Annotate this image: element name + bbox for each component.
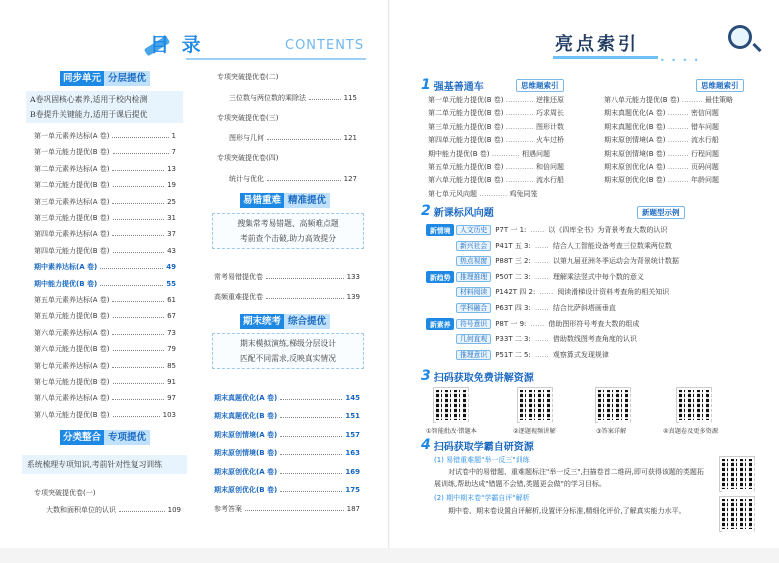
q2-row[interactable] <box>456 286 669 297</box>
title-underline <box>186 58 366 60</box>
q1-topic: 流水行船 <box>690 136 719 145</box>
toc-page: 169 <box>345 467 360 476</box>
q1-topic: 火车过桥 <box>535 136 564 145</box>
qr-caption: ①智能批改·错题本 <box>426 428 477 435</box>
toc-label: 期末真题优化(A 卷) <box>214 394 278 402</box>
q1-topic: 流水行船 <box>535 176 564 185</box>
toc-label: 期末原创优化(A 卷) <box>214 467 278 476</box>
toc-page: 79 <box>167 345 176 354</box>
qr-code-6[interactable] <box>720 497 754 531</box>
q2-desc: 理解乘法竖式中每个数的意义 <box>552 272 644 281</box>
leader-dots <box>280 396 342 400</box>
leader-dots <box>113 150 169 154</box>
q1-topic: 年龄问题 <box>690 176 719 185</box>
toc-label: 期中素养达标(A 卷) <box>34 263 98 272</box>
section-label-b: 分层提优 <box>104 71 150 86</box>
leader-dots: ……… <box>665 149 691 158</box>
leader-dots: …… <box>534 350 549 359</box>
leader-dots <box>267 136 341 140</box>
q1-row[interactable] <box>604 108 719 118</box>
q2-row[interactable] <box>456 318 639 329</box>
q1-label: 期末原创情境(A 卷) <box>604 136 666 145</box>
toc-row[interactable] <box>229 93 357 103</box>
q1-row[interactable] <box>428 95 564 105</box>
qr-caption: ②逐题视频讲解 <box>513 428 556 435</box>
section-note: 系统梳理专项知识,考前针对性复习训练 <box>22 455 187 474</box>
q3-title: 扫码获取免费讲解资源 <box>433 372 534 384</box>
q1-row[interactable] <box>604 149 719 159</box>
toc-row[interactable] <box>214 393 360 403</box>
leader-dots: ……… <box>679 96 705 104</box>
toc-row[interactable] <box>34 361 176 371</box>
section-note <box>212 333 364 369</box>
leader-dots: ……… <box>665 122 691 131</box>
toc-row[interactable] <box>229 174 357 184</box>
toc-label: 第三单元素养达标(A 卷) <box>34 197 110 206</box>
q2-tag: 学科融合 <box>456 303 491 313</box>
section-error-prone <box>240 193 330 208</box>
leader-dots <box>100 282 163 286</box>
q1-topic: 错车问题 <box>690 122 719 131</box>
q1-topic: 密信问题 <box>690 109 719 118</box>
toc-page: 13 <box>167 164 176 173</box>
leader-dots <box>112 364 164 368</box>
toc-row[interactable] <box>214 272 360 282</box>
qr-code-3[interactable] <box>596 388 630 422</box>
toc-row[interactable] <box>34 197 176 207</box>
leader-dots <box>113 413 160 417</box>
leader-dots: …… <box>534 335 549 344</box>
q2-row[interactable] <box>456 255 679 266</box>
special-heading[interactable]: 专项突破提优卷(四) <box>217 154 279 162</box>
q2-heading <box>421 203 494 219</box>
toc-page: 115 <box>343 94 357 102</box>
leader-dots <box>113 380 165 384</box>
toc-label: 第四单元素养达标(A 卷) <box>34 230 110 239</box>
q2-group-tag: 新素养 <box>426 318 454 330</box>
toc-row[interactable] <box>214 485 360 495</box>
leader-dots: …… <box>534 257 549 266</box>
toc-row[interactable] <box>34 328 176 338</box>
toc-page: 187 <box>346 505 360 513</box>
qr-code-2[interactable] <box>518 388 552 422</box>
magnifier-handle <box>752 43 761 52</box>
note-line: 匹配不同需求,反映真实情况 <box>239 354 337 363</box>
leader-dots: ……… <box>665 163 691 171</box>
q2-tag: 新题型示例 <box>637 206 685 219</box>
toc-page: 97 <box>167 394 176 403</box>
leader-dots: ………… <box>489 149 522 158</box>
q3-number: 3 <box>421 368 431 384</box>
q4-sub1: (1) 易错重难题"举一反三"训练 <box>434 456 530 464</box>
note-line: A卷巩固核心素养,适用于校内检测 <box>30 95 148 104</box>
leader-dots <box>119 508 165 512</box>
q2-group-tag: 新情境 <box>426 224 454 236</box>
toc-page: 157 <box>345 430 360 439</box>
q1-row[interactable] <box>428 162 564 172</box>
leader-dots <box>280 433 342 437</box>
toc-page: 139 <box>346 293 360 301</box>
toc-row[interactable] <box>34 279 176 289</box>
q4-para1: 对试卷中的易错题、重难题标注"举一反三",扫描卷首二维码,即可获得该题的类题拓展训练,帮助达成"错题不会错,类题更会做"的学习目标。 <box>434 468 704 488</box>
toc-page: 175 <box>345 486 360 494</box>
toc-label: 期末真题优化(B 卷) <box>214 412 278 421</box>
q1-topic: 逆推还原 <box>535 96 564 104</box>
toc-label: 参考答案 <box>214 505 242 513</box>
toc-page: 55 <box>166 279 176 288</box>
toc-page: 7 <box>171 148 176 157</box>
leader-dots: ………… <box>503 176 536 185</box>
leader-dots: …… <box>534 304 549 312</box>
toc-row[interactable] <box>34 262 176 272</box>
toc-label: 第五单元素养达标(A 卷) <box>34 296 110 304</box>
toc-page: 151 <box>345 412 360 421</box>
toc-page: 127 <box>343 175 357 183</box>
leader-dots <box>280 414 342 418</box>
q1-title: 强基善通车 <box>433 81 484 93</box>
q2-desc: 以《四库全书》为背景考查大数的认识 <box>548 226 668 234</box>
q1-topic: 巧求周长 <box>535 109 564 118</box>
toc-row[interactable] <box>34 147 176 157</box>
q1-topic: 相遇问题 <box>521 149 550 158</box>
toc-label: 高频重难提优卷 <box>214 293 263 301</box>
toc-label: 期末原创情境(A 卷) <box>214 430 278 439</box>
toc-row[interactable] <box>214 411 360 421</box>
q4-sub2: (2) 期中期末卷"学霸自评"解析 <box>434 494 530 502</box>
q2-title: 新课标风向题 <box>433 207 494 219</box>
toc-page: 103 <box>162 410 176 419</box>
leader-dots <box>113 249 165 253</box>
q2-number: 2 <box>421 203 431 219</box>
q4-number: 4 <box>421 437 431 453</box>
toc-row[interactable] <box>46 505 181 515</box>
q1-row[interactable] <box>604 175 719 185</box>
decor-dots: • • • • <box>660 56 701 65</box>
toc-label: 第一单元能力提优(B 卷) <box>34 148 110 157</box>
leader-dots <box>112 232 164 236</box>
toc-row[interactable] <box>34 180 176 190</box>
toc-label: 第六单元能力提优(B 卷) <box>34 345 110 354</box>
magnifier-icon <box>728 25 752 49</box>
note-line: 考前查个击破,助力高效提分 <box>239 234 337 243</box>
leader-dots: …… <box>534 272 549 281</box>
toc-page: 1 <box>171 132 176 140</box>
leader-dots: ……… <box>665 109 691 118</box>
qr-caption: ④真题卷及更多资源 <box>663 428 719 435</box>
highlights-title: 亮点索引 <box>555 34 639 55</box>
toc-row[interactable] <box>34 295 176 305</box>
toc-row[interactable] <box>34 311 176 321</box>
leader-dots: …… <box>534 241 549 250</box>
leader-dots: ………… <box>503 136 536 145</box>
q2-tag: 热点视窗 <box>456 256 491 266</box>
q4-para2: 期中卷、期末卷设置自评解析,设置评分标准,精细化评价,了解真实能力水平。 <box>448 507 686 515</box>
leader-dots: ………… <box>503 96 536 104</box>
section-label-a: 分类整合 <box>60 430 104 445</box>
q2-ref: P8T 一 9: <box>495 319 527 328</box>
q1-row[interactable] <box>428 135 564 145</box>
toc-page: 67 <box>167 312 176 321</box>
q1-row[interactable] <box>604 95 733 105</box>
toc-row[interactable] <box>34 393 176 403</box>
section-label-a: 期末统考 <box>240 314 284 329</box>
q2-ref: P142T 四 2: <box>495 288 536 297</box>
leader-dots: ………… <box>503 122 536 131</box>
leader-dots <box>113 347 165 351</box>
toc-row[interactable] <box>34 344 176 354</box>
q2-desc: 借助数线图考查角度的认识 <box>552 335 637 344</box>
q1-row[interactable] <box>428 175 564 185</box>
q2-ref: P7T 一 1: <box>495 226 527 234</box>
toc-label: 统计与优化 <box>229 175 264 183</box>
q1-topic: 图形计数 <box>535 122 564 131</box>
qr-code-4[interactable] <box>677 388 711 422</box>
book-spine <box>388 0 390 563</box>
leader-dots <box>100 265 163 269</box>
q1-row[interactable] <box>428 189 537 199</box>
toc-row[interactable] <box>34 377 176 387</box>
q1-label: 第五单元能力提优(B 卷) <box>428 163 504 171</box>
note-line: 搜集常考易错题、高频难点题 <box>237 219 339 228</box>
leader-dots <box>113 216 165 220</box>
toc-label: 常考易错提优卷 <box>214 273 263 281</box>
q1-number: 1 <box>421 77 431 93</box>
toc-label: 第八单元素养达标(A 卷) <box>34 394 110 403</box>
toc-label: 第三单元能力提优(B 卷) <box>34 214 110 222</box>
note-line: 期末模拟演练,梯级分层设计 <box>239 339 337 348</box>
leader-dots <box>245 507 344 511</box>
leader-dots: ……… <box>665 136 691 145</box>
section-label-b: 综合提优 <box>284 314 330 329</box>
toc-page: 19 <box>167 181 176 190</box>
section-label-a: 同步单元 <box>60 71 104 86</box>
toc-row[interactable] <box>34 213 176 223</box>
q1-topic: 和倍问题 <box>535 163 564 171</box>
q2-ref: P88T 三 2: <box>495 257 531 266</box>
toc-page: 145 <box>345 394 360 402</box>
toc-page: 31 <box>167 214 176 222</box>
toc-row[interactable] <box>34 246 176 256</box>
q1-row[interactable] <box>604 135 719 145</box>
leader-dots <box>267 177 341 181</box>
toc-row[interactable] <box>214 430 360 440</box>
q1-label: 第四单元能力提优(B 卷) <box>428 136 504 145</box>
title-underline <box>553 56 658 59</box>
q2-ref: P41T 五 3: <box>495 241 531 250</box>
qr-code-5[interactable] <box>720 457 754 491</box>
leader-dots <box>112 167 164 171</box>
q2-desc: 阅读滑梯设计资料考查角的相关知识 <box>557 288 670 297</box>
toc-row[interactable] <box>214 467 360 477</box>
section-finals <box>240 314 330 329</box>
q1-label: 第七单元风向题 <box>428 189 477 198</box>
leader-dots: ………… <box>503 109 536 118</box>
toc-page: 73 <box>167 328 176 337</box>
q2-tag: 人文历史 <box>456 225 491 235</box>
q2-desc: 借助图形符号考查大数的组成 <box>548 319 640 328</box>
q3-heading <box>421 368 534 384</box>
leader-dots <box>113 183 165 187</box>
toc-label: 第二单元能力提优(B 卷) <box>34 181 110 190</box>
toc-page: 163 <box>345 449 360 458</box>
special-heading[interactable]: 专项突破提优卷(三) <box>217 114 279 122</box>
q2-row[interactable] <box>456 349 609 360</box>
q1-topic: 鸡兔同笼 <box>509 189 538 198</box>
leader-dots: ………… <box>503 163 536 171</box>
q4-heading <box>421 437 534 453</box>
section-special <box>60 430 150 445</box>
section-label-b: 专项提优 <box>104 430 150 445</box>
q2-desc: 以第九届亚洲冬季运动会为背景统计数据 <box>552 257 679 266</box>
q2-row[interactable] <box>456 333 637 344</box>
q1-row[interactable] <box>428 108 564 118</box>
toc-row[interactable] <box>214 292 360 302</box>
leader-dots <box>113 314 165 318</box>
q1-row[interactable] <box>428 149 550 159</box>
leader-dots <box>280 470 342 474</box>
toc-page: 121 <box>343 134 357 142</box>
q2-ref: P51T 二 5: <box>495 350 531 359</box>
q1-label: 期末真题优化(B 卷) <box>604 122 666 131</box>
toc-label: 第七单元能力提优(B 卷) <box>34 378 110 386</box>
toc-label: 期末原创情境(B 卷) <box>214 449 278 458</box>
toc-title-en: CONTENTS <box>285 38 365 53</box>
q2-desc: 结合比萨斜塔画垂直 <box>552 304 616 312</box>
toc-row[interactable] <box>34 131 176 141</box>
q2-tag: 推理意识 <box>456 350 491 360</box>
q2-tag: 新兴社会 <box>456 241 491 251</box>
section-note <box>212 213 364 249</box>
toc-row[interactable] <box>229 133 357 143</box>
q1-row[interactable] <box>604 162 719 172</box>
section-sync-units <box>60 71 150 86</box>
q2-row[interactable] <box>456 302 616 313</box>
q2-ref: P50T 二 3: <box>495 272 531 281</box>
toc-page: 133 <box>346 273 360 281</box>
leader-dots: …… <box>530 226 545 234</box>
toc-label: 图形与几何 <box>229 134 264 142</box>
toc-title: 目 录 <box>150 34 204 56</box>
leader-dots: ………… <box>477 189 510 198</box>
toc-label: 第二单元素养达标(A 卷) <box>34 164 110 173</box>
q2-tag: 推理推理 <box>456 272 491 282</box>
toc-label: 第七单元素养达标(A 卷) <box>34 361 110 370</box>
q2-row[interactable] <box>456 240 672 251</box>
q1-label: 第一单元能力提优(B 卷) <box>428 96 504 104</box>
q1-label: 第三单元能力提优(B 卷) <box>428 122 504 131</box>
leader-dots <box>266 295 344 299</box>
q2-row[interactable] <box>456 224 667 235</box>
toc-page: 37 <box>167 230 176 239</box>
q1-label: 期中能力提优(B 卷) <box>428 149 490 158</box>
leader-dots <box>112 396 164 400</box>
leader-dots <box>266 275 344 279</box>
q2-group-tag: 新趋势 <box>426 271 454 283</box>
leader-dots: ……… <box>665 176 691 185</box>
q2-row[interactable] <box>456 271 644 282</box>
leader-dots: …… <box>539 288 554 297</box>
q1-heading <box>421 77 484 93</box>
q1-label: 第八单元能力提优(B 卷) <box>604 96 680 104</box>
section-label-b: 精准提优 <box>284 193 330 208</box>
leader-dots <box>280 451 342 455</box>
leader-dots: …… <box>530 319 545 328</box>
q1-label: 期末原创优化(A 卷) <box>604 163 666 171</box>
toc-page: 43 <box>167 246 176 255</box>
q2-desc: 观察算式发现规律 <box>552 350 609 359</box>
toc-label: 第六单元素养达标(A 卷) <box>34 328 110 337</box>
footer-bar <box>0 548 779 563</box>
special-heading[interactable]: 专项突破提优卷(二) <box>217 73 279 81</box>
q1-tag: 思维题索引 <box>516 79 564 92</box>
note-line: B卷提升关键能力,适用于课后提优 <box>30 110 148 119</box>
q1-label: 期末原创情境(B 卷) <box>604 149 666 158</box>
toc-label: 第八单元能力提优(B 卷) <box>34 410 110 419</box>
q2-tag: 几何直观 <box>456 334 491 344</box>
leader-dots <box>280 488 342 492</box>
q1-label: 第六单元能力提优(B 卷) <box>428 176 504 185</box>
q2-ref: P33T 二 3: <box>495 335 531 344</box>
toc-row[interactable] <box>34 410 176 420</box>
toc-label: 专项突破提优卷(一) <box>34 489 96 497</box>
toc-page: 91 <box>167 378 176 386</box>
q1-row[interactable] <box>604 122 719 132</box>
q1-label: 期末真题优化(A 卷) <box>604 109 666 118</box>
q1-tag: 思维题索引 <box>696 79 744 92</box>
leader-dots <box>112 200 164 204</box>
qr-code-1[interactable] <box>434 388 468 422</box>
leader-dots <box>112 298 164 302</box>
toc-page: 85 <box>167 361 176 370</box>
toc-row[interactable] <box>214 504 360 514</box>
toc-row[interactable] <box>214 448 360 458</box>
toc-label: 大数和面积单位的认识 <box>46 506 116 514</box>
toc-row[interactable] <box>34 229 176 239</box>
q2-ref: P63T 四 3: <box>495 304 531 312</box>
leader-dots <box>112 331 164 335</box>
special-heading[interactable] <box>34 488 184 498</box>
leader-dots <box>112 134 168 138</box>
toc-row[interactable] <box>34 164 176 174</box>
toc-page: 109 <box>167 506 181 514</box>
q1-topic: 行程问题 <box>690 149 719 158</box>
q1-topic: 最佳策略 <box>704 96 733 104</box>
toc-label: 第五单元能力提优(B 卷) <box>34 312 110 321</box>
toc-page: 49 <box>166 263 176 272</box>
toc-label: 三位数与两位数的乘除法 <box>229 94 306 102</box>
q2-desc: 结合人工智能设备考查三位数乘两位数 <box>552 241 672 250</box>
leader-dots <box>309 96 341 100</box>
toc-label: 期末原创优化(B 卷) <box>214 486 278 494</box>
toc-label: 第一单元素养达标(A 卷) <box>34 132 110 140</box>
toc-label: 第四单元能力提优(B 卷) <box>34 246 110 255</box>
toc-page: 25 <box>167 197 176 206</box>
toc-page: 61 <box>167 296 176 304</box>
q4-title: 扫码获取学霸自研资源 <box>433 441 534 453</box>
toc-label: 期中能力提优(B 卷) <box>34 279 98 288</box>
section-label-a: 易错重难 <box>240 193 284 208</box>
q1-topic: 页码问题 <box>690 163 719 171</box>
q1-row[interactable] <box>428 122 564 132</box>
q1-label: 期末原创优化(B 卷) <box>604 176 666 185</box>
section-note <box>26 91 183 123</box>
q2-tag: 符号意识 <box>456 319 491 329</box>
q1-label: 第二单元能力提优(B 卷) <box>428 109 504 118</box>
q2-tag: 材料阅读 <box>456 287 491 297</box>
qr-caption: ③答案详解 <box>596 428 627 435</box>
